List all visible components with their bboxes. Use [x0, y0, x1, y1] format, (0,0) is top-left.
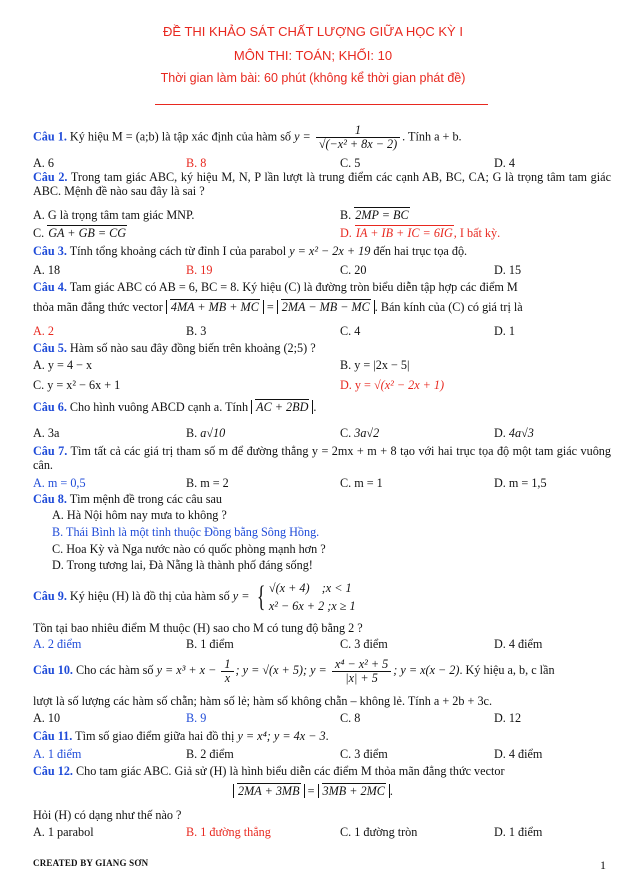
question-label: Câu 1.: [33, 129, 67, 144]
question-9: [33, 576, 611, 616]
question-3: [33, 244, 611, 258]
vector-expression: GA + GB = CG: [48, 226, 127, 240]
abs-left: [166, 300, 264, 314]
option-d: [340, 378, 444, 392]
option-b: B. 9: [186, 711, 207, 725]
equals-sign: =: [304, 784, 318, 798]
option-c: C. m = 1: [340, 476, 383, 490]
question-4-line-2: [33, 300, 611, 314]
question-11: [33, 729, 611, 743]
question-label: Câu 7.: [33, 444, 68, 458]
option-prefix: D. y =: [340, 378, 374, 392]
option-b: B. 8: [186, 156, 207, 170]
option-d: D. 4 điểm: [494, 747, 543, 761]
fraction: [221, 658, 233, 685]
parabol-equation: y = x² − 2x + 19: [289, 244, 371, 258]
question-10: [33, 656, 611, 685]
question-10-line-2: lượt là số lượng các hàm số chẵn; hàm số lẻ; hàm số không chẵn – không lẻ. Tính a + 2b + 3c.: [33, 694, 492, 708]
question-text: Tính tổng khoảng cách từ đỉnh I của parabol: [66, 244, 290, 258]
question-2: [33, 170, 611, 198]
option-prefix: D.: [340, 226, 355, 240]
option-d: D. m = 1,5: [494, 476, 547, 490]
equation-tail: .: [389, 784, 393, 798]
numerator: 1: [221, 658, 233, 672]
question-text: Cho hình vuông ABCD cạnh a. Tính: [66, 400, 252, 414]
option-prefix: C.: [340, 426, 355, 440]
radical-expression: 3a√2: [354, 426, 380, 440]
piece-row-2: [269, 597, 356, 615]
option-a: A. 1 điểm: [33, 747, 82, 761]
option-d: D. 12: [494, 711, 522, 725]
option-b: [340, 208, 410, 222]
option-a: A. 1 parabol: [33, 825, 94, 839]
option-b: B. Thái Bình là một tỉnh thuộc Đồng bằng Sông Hồng.: [52, 525, 320, 539]
abs-right: [277, 300, 375, 314]
option-a: A. 18: [33, 263, 61, 277]
question-7: [33, 444, 611, 472]
question-text: Trong tam giác ABC, ký hiệu M, N, P lần lượt là trung điểm các cạnh AB, BC, CA; G là trọng tâm tam giác ABC. Mệnh đề nào sau đây là sai ?: [33, 170, 611, 198]
option-d: D. 4 điểm: [494, 637, 543, 651]
option-c: C. 20: [340, 263, 367, 277]
option-b: B. m = 2: [186, 476, 229, 490]
option-d: [340, 226, 500, 240]
denominator: √(−x² + 8x − 2): [318, 137, 398, 151]
vector-expression: 4MA + MB + MC: [170, 300, 259, 314]
question-9-line-2: Tồn tại bao nhiêu điểm M thuộc (H) sao cho M có tung độ bằng 2 ?: [33, 621, 363, 635]
option-tail: , I bất kỳ.: [453, 226, 501, 240]
option-d: D. Trong tương lai, Đà Nẵng là thành phố đáng sống!: [52, 558, 313, 572]
option-prefix: B.: [186, 426, 201, 440]
abs-expression: [251, 400, 313, 414]
option-a: A. Hà Nội hôm nay mưa to không ?: [52, 508, 227, 522]
option-c: C. 3 điểm: [340, 637, 388, 651]
option-c: C. 4: [340, 324, 361, 338]
function-expression: ; y = √(x + 5); y =: [235, 663, 330, 677]
function-name: y =: [294, 129, 314, 144]
option-a: A. y = 4 − x: [33, 358, 93, 372]
question-text: Tìm tất cả các giá trị tham số m để đường thẳng y = 2mx + m + 8 tạo với hai trục tọa độ một tam giác vuông cân.: [33, 444, 611, 472]
option-b: B. 1 đường thẳng: [186, 825, 271, 839]
piece-row-1: [269, 579, 356, 597]
question-12-line-2: Hỏi (H) có dạng như thế nào ?: [33, 808, 182, 822]
exam-title: ĐỀ THI KHẢO SÁT CHẤT LƯỢNG GIỮA HỌC KỲ I: [163, 24, 463, 39]
option-prefix: D.: [494, 426, 509, 440]
option-b: B. 3: [186, 324, 207, 338]
vector-expression: IA + IB + IC = 6IG: [355, 226, 453, 240]
option-c: C. 1 đường tròn: [340, 825, 418, 839]
option-a: A. 10: [33, 711, 61, 725]
option-a: A. 2 điểm: [33, 637, 82, 651]
option-a: A. 6: [33, 156, 54, 170]
denominator: |x| + 5: [345, 670, 378, 685]
question-tail: . Bán kính của (C) có giá trị là: [374, 300, 523, 314]
question-8: [33, 492, 611, 506]
question-label: Câu 6.: [33, 400, 67, 414]
numerator: x⁴ − x² + 5: [332, 658, 391, 672]
option-c: [33, 226, 127, 240]
option-prefix: C.: [33, 226, 48, 240]
option-a: A. G là trọng tâm tam giác MNP.: [33, 208, 195, 222]
radical-expression: a√10: [200, 426, 226, 440]
vector-expression: AC + 2BD: [256, 400, 309, 414]
function-expression: y = x⁴; y = 4x − 3: [237, 729, 326, 743]
option-d: D. 4: [494, 156, 515, 170]
question-label: Câu 9.: [33, 589, 67, 603]
question-text: Tìm mệnh đề trong các câu sau: [66, 492, 222, 506]
vector-expression: 2MP = BC: [355, 208, 409, 222]
question-label: Câu 2.: [33, 170, 68, 184]
question-text: Cho các hàm số: [72, 663, 157, 677]
question-tail: .: [325, 729, 329, 743]
abs-left: [233, 784, 304, 798]
option-c: C. 3 điểm: [340, 747, 388, 761]
question-text: thỏa mãn đẳng thức vector: [33, 300, 166, 314]
left-brace-icon: {: [257, 580, 266, 614]
question-tail: . Tính a + b.: [402, 129, 462, 144]
question-tail: đến hai trục tọa độ.: [370, 244, 468, 258]
question-text: Tìm số giao điểm giữa hai đồ thị: [72, 729, 238, 743]
piece-expression: x² − 6x + 2: [268, 599, 325, 614]
question-4: [33, 280, 611, 294]
header-divider: [155, 104, 488, 105]
question-label: Câu 5.: [33, 341, 67, 355]
option-c: C. 8: [340, 711, 361, 725]
option-d: D. 1: [494, 324, 515, 338]
option-d: D. 15: [494, 263, 522, 277]
option-d: [494, 426, 534, 440]
function-name: y =: [232, 589, 253, 603]
option-a: A. 3a: [33, 426, 60, 440]
question-label: Câu 8.: [33, 492, 67, 506]
piece-condition: ;x < 1: [321, 581, 352, 596]
page-number: 1: [600, 858, 606, 872]
question-tail: .: [313, 400, 317, 414]
question-label: Câu 10.: [33, 663, 73, 677]
option-c: [340, 426, 379, 440]
abs-right: [318, 784, 390, 798]
option-b: B. 1 điểm: [186, 637, 234, 651]
option-b: B. 2 điểm: [186, 747, 234, 761]
piece-condition: ;x ≥ 1: [327, 599, 356, 614]
question-text: Tam giác ABC có AB = 6, BC = 8. Ký hiệu (C) là đường tròn biểu diễn tập hợp các điểm M: [66, 280, 518, 294]
vector-expression: 2MA + 3MB: [238, 784, 300, 798]
fraction: [332, 658, 391, 685]
piecewise-definition: [269, 579, 356, 615]
question-text: Cho tam giác ABC. Giả sử (H) là hình biểu diễn các điểm M thỏa mãn đẳng thức vector: [72, 764, 505, 778]
option-c: C. Hoa Kỳ và Nga nước nào có quốc phòng mạnh hơn ?: [52, 542, 326, 556]
vector-expression: 3MB + 2MC: [322, 784, 385, 798]
question-label: Câu 11.: [33, 729, 73, 743]
function-expression: ; y = x(x − 2): [393, 663, 460, 677]
question-text: Ký hiệu M = (a;b) là tập xác định của hàm số: [66, 129, 295, 144]
question-12-equation: [0, 784, 626, 798]
option-a: A. 2: [33, 324, 54, 338]
option-b: [186, 426, 225, 440]
footer-credit: CREATED BY GIANG SƠN: [33, 858, 149, 868]
radical-expression: 4a√3: [508, 426, 534, 440]
vector-expression: 2MA − MB − MC: [281, 300, 370, 314]
question-label: Câu 4.: [33, 280, 67, 294]
equals-sign: =: [263, 300, 277, 314]
question-text: Hàm số nào sau đây đồng biến trên khoảng (2;5) ?: [66, 341, 316, 355]
question-tail: . Ký hiệu a, b, c lần: [459, 663, 555, 677]
option-c: C. 5: [340, 156, 361, 170]
fraction: [316, 124, 400, 151]
exam-time: Thời gian làm bài: 60 phút (không kể thời gian phát đề): [160, 71, 466, 85]
question-1: [33, 124, 611, 151]
option-b: B. y = |2x − 5|: [340, 358, 410, 372]
question-5: [33, 341, 611, 355]
question-label: Câu 12.: [33, 764, 73, 778]
question-label: Câu 3.: [33, 244, 67, 258]
radical-expression: √(x² − 2x + 1): [373, 378, 445, 392]
denominator: x: [224, 670, 231, 685]
exam-subject: MÔN THI: TOÁN; KHỐI: 10: [233, 48, 393, 63]
function-expression: y = x³ + x −: [156, 663, 220, 677]
option-c: C. y = x² − 6x + 1: [33, 378, 121, 392]
question-text: Ký hiệu (H) là đồ thị của hàm số: [66, 589, 233, 603]
numerator: 1: [316, 124, 400, 138]
option-b: B. 19: [186, 263, 213, 277]
option-d: D. 1 điểm: [494, 825, 543, 839]
piece-expression: √(x + 4): [268, 581, 310, 596]
question-6: [33, 400, 611, 414]
question-12: [33, 764, 611, 778]
option-prefix: B.: [340, 208, 355, 222]
option-a: A. m = 0,5: [33, 476, 86, 490]
